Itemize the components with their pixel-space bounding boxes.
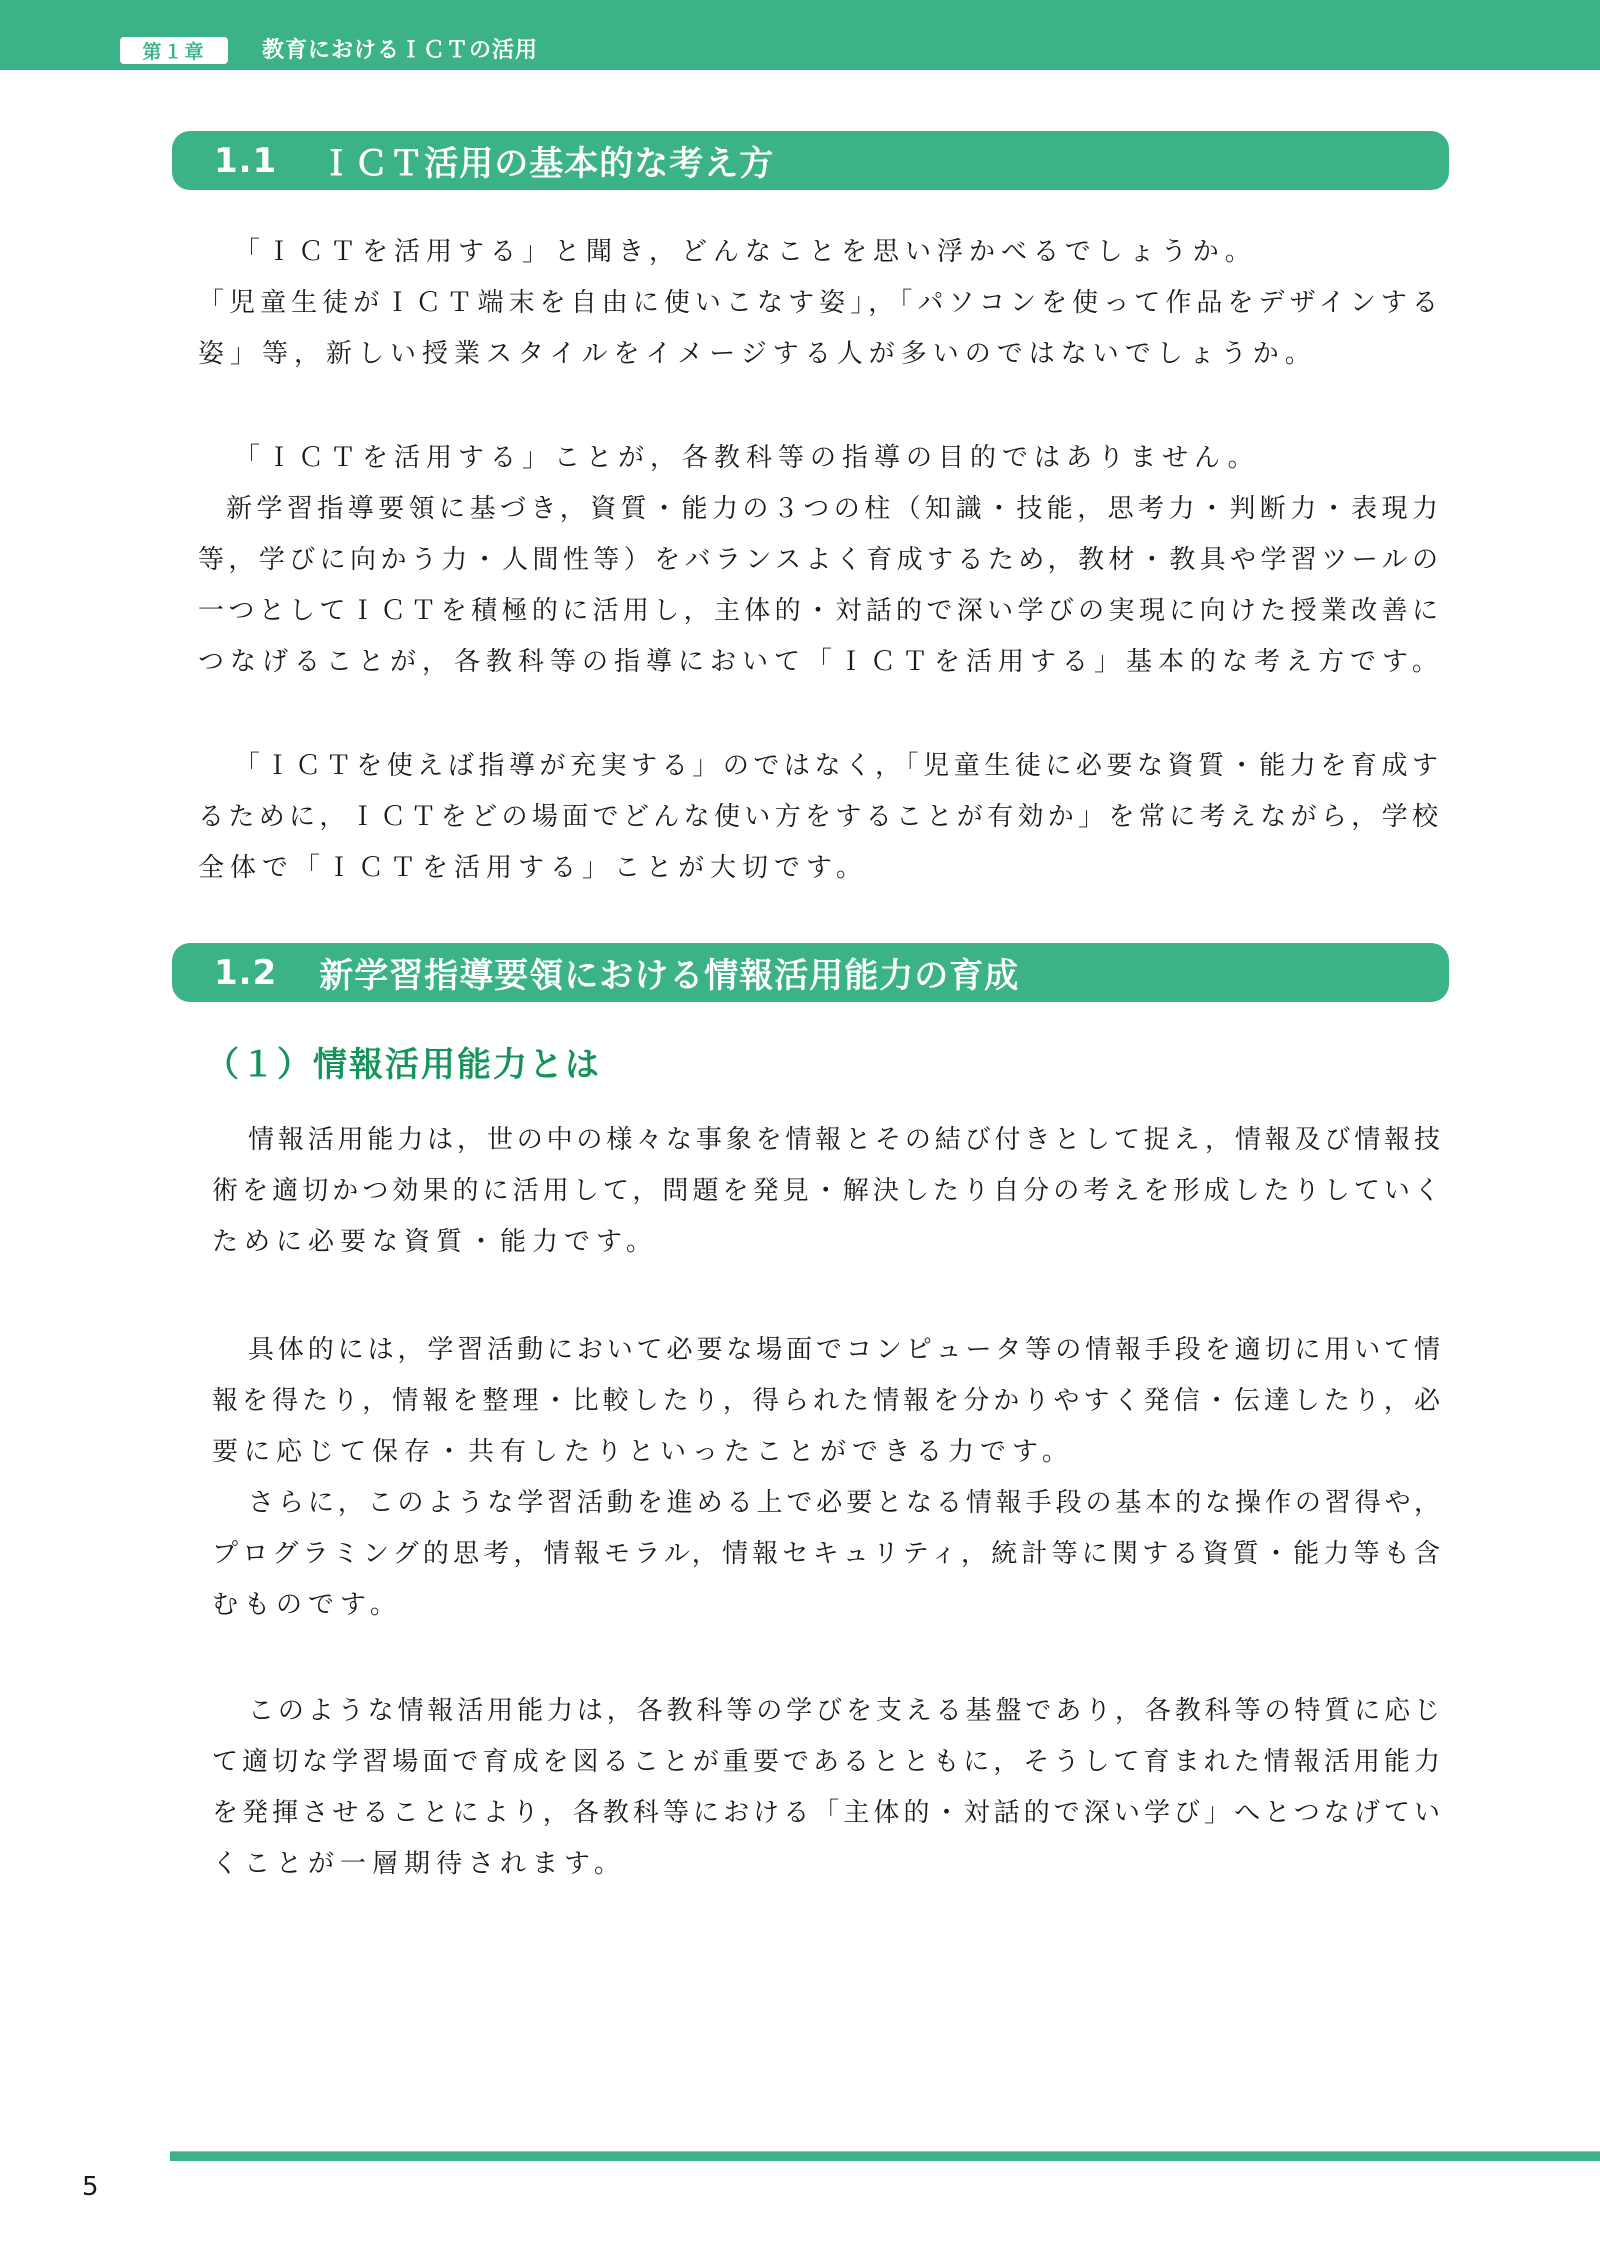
page-number: 5: [82, 2172, 99, 2202]
paragraph: [212, 1115, 1440, 1268]
text-line: プログラミング的思考，情報モラル，情報セキュリティ，統計等に関する資質・能力等も含: [212, 1539, 1440, 1569]
text-line: 等，学びに向かう力・人間性等）をバランスよく育成するため，教材・教具や学習ツールの: [198, 545, 1438, 575]
paragraph: [212, 1686, 1440, 1890]
paragraph: [198, 741, 1438, 894]
paragraph: [212, 1325, 1440, 1631]
paragraph: [198, 227, 1438, 380]
text-line: つなげることが，各教科等の指導において「ＩＣＴを活用する」基本的な考え方です。: [198, 647, 1444, 677]
text-line: くことが一層期待されます。: [212, 1849, 626, 1879]
text-line: 要に応じて保存・共有したりといったことができる力です。: [212, 1437, 1074, 1467]
section-title: ＩＣＴ活用の基本的な考え方: [319, 144, 775, 184]
text-line: を発揮させることにより，各教科等における「主体的・対話的で深い学び」へとつなげてい: [212, 1798, 1440, 1828]
text-line: るために，ＩＣＴをどの場面でどんな使い方をすることが有効か」を常に考えながら，学校: [198, 802, 1438, 832]
section-title: 新学習指導要領における情報活用能力の育成: [319, 956, 1020, 996]
text-line: 報を得たり，情報を整理・比較したり，得られた情報を分かりやすく発信・伝達したり，必: [212, 1386, 1440, 1416]
text-line: 姿」等，新しい授業スタイルをイメージする人が多いのではないでしょうか。: [198, 339, 1317, 369]
text-line: 一つとしてＩＣＴを積極的に活用し，主体的・対話的で深い学びの実現に向けた授業改善に: [198, 596, 1438, 626]
section-heading-1-1: [172, 131, 1449, 190]
section-number: 1.1: [214, 140, 278, 181]
text-line: むものです。: [212, 1590, 402, 1620]
paragraph: [198, 433, 1444, 688]
text-line: 新学習指導要領に基づき，資質・能力の３つの柱（知識・技能，思考力・判断力・表現力: [226, 494, 1438, 524]
text-line: 「児童生徒がＩＣＴ端末を自由に使いこなす姿」，「パソコンを使って作品をデザインする: [198, 288, 1438, 318]
text-line: 「ＩＣＴを活用する」ことが，各教科等の指導の目的ではありません。: [234, 443, 1260, 473]
section-heading-1-2: [172, 943, 1449, 1002]
chapter-title: 教育におけるＩＣＴの活用: [262, 38, 539, 63]
text-line: 術を適切かつ効果的に活用して，問題を発見・解決したり自分の考えを形成したりしていく: [212, 1176, 1440, 1206]
text-line: 「ＩＣＴを使えば指導が充実する」のではなく，「児童生徒に必要な資質・能力を育成す: [234, 751, 1438, 781]
chapter-header-band: [0, 0, 1600, 70]
text-line: ために必要な資質・能力です。: [212, 1227, 658, 1257]
text-line: 全体で「ＩＣＴを活用する」ことが大切です。: [198, 853, 868, 883]
chapter-badge: 第１章: [120, 37, 228, 64]
text-line: 情報活用能力は，世の中の様々な事象を情報とその結び付きとして捉え，情報及び情報技: [248, 1125, 1440, 1155]
text-line: 「ＩＣＴを活用する」と聞き，どんなことを思い浮かべるでしょうか。: [234, 237, 1257, 267]
text-line: このような情報活用能力は，各教科等の学びを支える基盤であり，各教科等の特質に応じ: [248, 1696, 1440, 1726]
text-line: さらに，このような学習活動を進める上で必要となる情報手段の基本的な操作の習得や，: [248, 1488, 1440, 1518]
section-number: 1.2: [214, 952, 278, 993]
footer-rule: [170, 2151, 1600, 2161]
subheading: （１）情報活用能力とは: [205, 1045, 601, 1085]
text-line: 具体的には，学習活動において必要な場面でコンピュータ等の情報手段を適切に用いて情: [248, 1335, 1440, 1365]
text-line: て適切な学習場面で育成を図ることが重要であるとともに，そうして育まれた情報活用能力: [212, 1747, 1440, 1777]
